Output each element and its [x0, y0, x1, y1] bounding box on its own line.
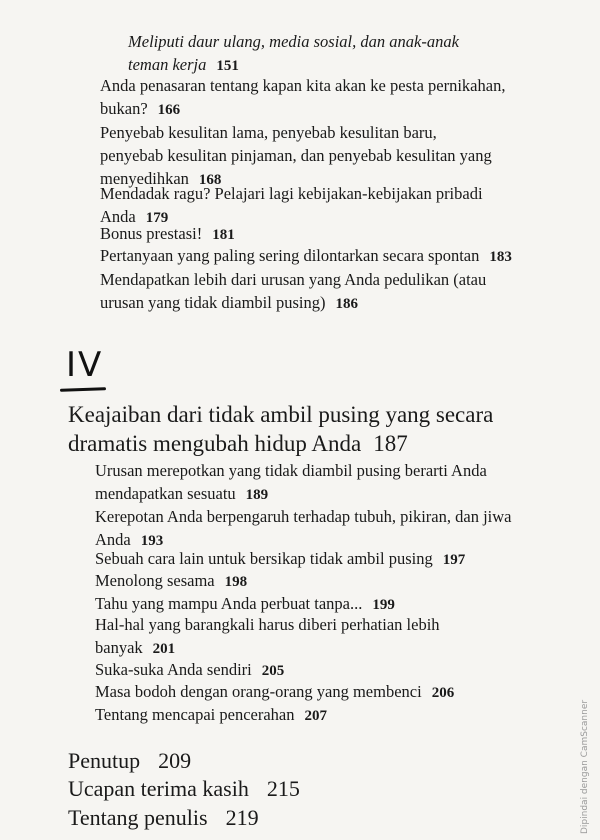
- toc-entry-daur-ulang: [128, 30, 459, 78]
- page-number: 187: [373, 431, 408, 456]
- toc-entry-pertanyaan-spontan: [100, 244, 512, 269]
- toc-entry-text: Anda penasaran tentang kapan kita akan ke pesta pernikahan,: [100, 76, 506, 95]
- end-matter-penutup: [68, 748, 191, 774]
- toc-entry-text: Menolong sesama: [95, 571, 215, 590]
- page-number: 193: [140, 533, 164, 549]
- toc-entry-text: Sebuah cara lain untuk bersikap tidak ambil pusing: [95, 549, 433, 568]
- page-number: 219: [225, 805, 259, 830]
- section-title-line: dramatis mengubah hidup Anda: [68, 431, 362, 456]
- toc-entry-text: penyebab kesulitan pinjaman, dan penyebab kesulitan yang: [100, 146, 492, 165]
- scanner-watermark: Dipindai dengan CamScanner: [580, 699, 590, 834]
- toc-entry-text: Tentang mencapai pencerahan: [95, 705, 295, 724]
- end-matter-ucapan: [68, 776, 300, 802]
- page-number: 189: [245, 487, 269, 503]
- page-number: 168: [198, 172, 222, 188]
- toc-entry-text: Penyebab kesulitan lama, penyebab kesulitan baru,: [100, 123, 437, 142]
- toc-entry-hal-hal: [95, 613, 440, 661]
- end-matter-label: Ucapan terima kasih: [68, 776, 249, 801]
- page-number: 183: [489, 249, 512, 265]
- toc-entry-text: mendapatkan sesuatu: [95, 484, 236, 503]
- toc-entry-text: Suka-suka Anda sendiri: [95, 660, 252, 679]
- page-number: 215: [266, 776, 300, 801]
- section-title: [68, 400, 493, 458]
- page-number: 206: [431, 685, 455, 701]
- toc-entry-pencerahan: [95, 703, 327, 728]
- end-matter-label: Penutup: [68, 748, 141, 773]
- page-number: 205: [261, 663, 285, 679]
- toc-entry-text: Hal-hal yang barangkali harus diberi perhatian lebih: [95, 615, 440, 634]
- toc-entry-menolong-sesama: [95, 569, 247, 594]
- end-matter-tentang-penulis: [68, 805, 259, 831]
- toc-entry-text: Urusan merepotkan yang tidak diambil pusing berarti Anda: [95, 461, 487, 480]
- page-number: 201: [152, 641, 176, 657]
- end-matter-label: Tentang penulis: [68, 805, 208, 830]
- toc-entry-text: Pertanyaan yang paling sering dilontarkan secara spontan: [100, 246, 480, 265]
- toc-entry-pesta-pernikahan: [100, 74, 505, 122]
- toc-entry-text: Mendadak ragu? Pelajari lagi kebijakan-kebijakan pribadi: [100, 184, 483, 203]
- page-number: 197: [442, 552, 466, 568]
- page-number: 181: [212, 227, 235, 243]
- part-marker: IV: [66, 345, 104, 385]
- page-number: 207: [304, 708, 327, 724]
- page-number: 209: [158, 748, 192, 773]
- page-number: 198: [224, 574, 248, 590]
- part-marker-underline: [60, 387, 106, 392]
- toc-entry-text: Anda: [100, 207, 136, 226]
- toc-entry-urusan-merepotkan: [95, 459, 487, 507]
- toc-entry-kerepotan: [95, 505, 511, 553]
- page-number: 151: [216, 58, 239, 74]
- toc-entry-text: menyedihkan: [100, 169, 189, 188]
- toc-entry-text: Bonus prestasi!: [100, 224, 203, 243]
- section-title-line: Keajaiban dari tidak ambil pusing yang secara: [68, 402, 494, 427]
- toc-entry-text: Tahu yang mampu Anda perbuat tanpa...: [95, 594, 363, 613]
- page-number: 166: [157, 102, 181, 118]
- page-number: 186: [335, 296, 358, 312]
- toc-entry-text: urusan yang tidak diambil pusing): [100, 293, 326, 312]
- toc-entry-text: Meliputi daur ulang, media sosial, dan anak-anak: [128, 32, 459, 51]
- toc-entry-text: Kerepotan Anda berpengaruh terhadap tubuh, pikiran, dan jiwa: [95, 507, 512, 526]
- toc-entry-masa-bodoh: [95, 680, 454, 705]
- page-number: 199: [372, 597, 395, 613]
- toc-entry-text: Mendapatkan lebih dari urusan yang Anda pedulikan (atau: [100, 270, 487, 289]
- toc-entry-text: Anda: [95, 530, 131, 549]
- toc-entry-mendapatkan-lebih: [100, 268, 486, 316]
- toc-entry-text: teman kerja: [128, 55, 207, 74]
- toc-entry-text: bukan?: [100, 99, 148, 118]
- page-number: 179: [145, 210, 169, 226]
- toc-entry-text: banyak: [95, 638, 143, 657]
- toc-entry-text: Masa bodoh dengan orang-orang yang membenci: [95, 682, 422, 701]
